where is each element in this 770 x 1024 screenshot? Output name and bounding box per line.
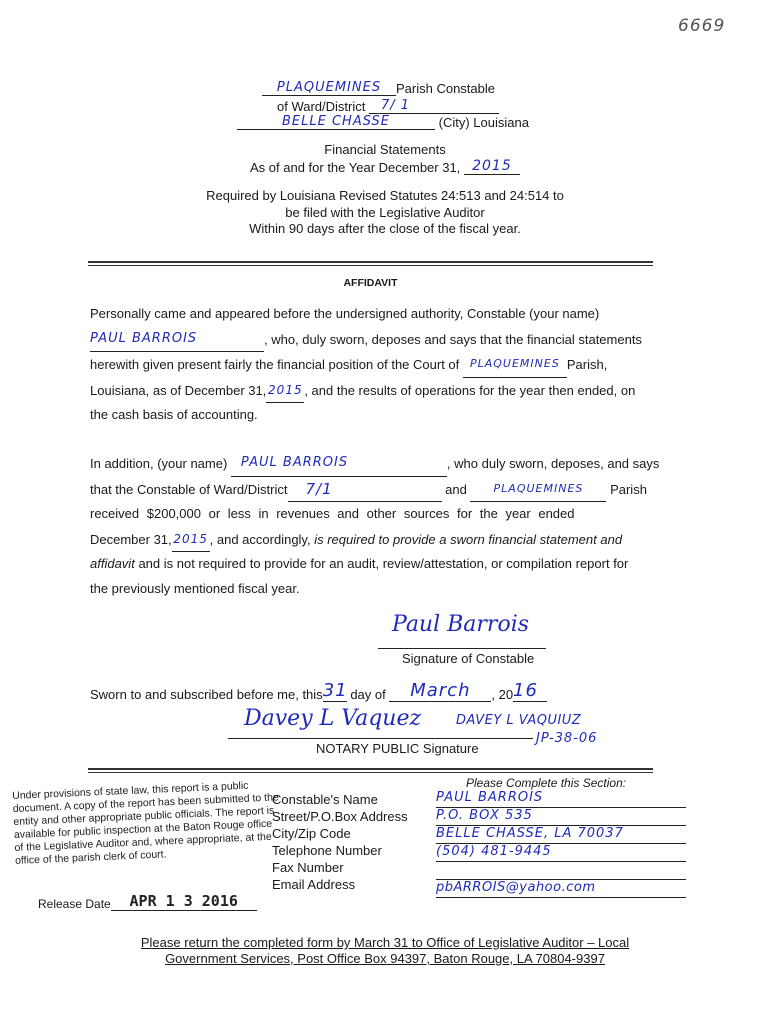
fs-title: Financial Statements (324, 142, 446, 157)
required-line-1: Required by Louisiana Revised Statutes 24:513 and 24:514 to (206, 188, 564, 203)
contact-values (436, 790, 686, 898)
ward-field: 7/ 1 (369, 98, 499, 114)
ward-label: of Ward/District (277, 99, 366, 114)
divider-bottom (88, 768, 653, 770)
affidavit-paragraph-2: In addition, (your name) PAUL BARROIS , who duly sworn, deposes, and says that the Constable of Ward/District 7/1 and PLAQUEMINES Parish received $200,000 or less in revenues and other sources for the year ended December 31, 2015 , and accordingly, is required to provide a sworn financial statement and affidavit and is not required to provide for an audit, review/attestation, or compilation report for the previously mentioned fiscal year. (90, 451, 680, 601)
sworn-year-field: 16 (513, 680, 547, 702)
notary-signature: Davey L Vaquez (244, 706, 422, 731)
sworn-month-field: March (389, 680, 491, 702)
header-ward-line (277, 98, 499, 114)
value-email: pbARROIS@yahoo.com (436, 880, 686, 898)
label-constable-name: Constable's Name (272, 792, 378, 807)
statement-year-field: 2015 (266, 378, 304, 404)
city-field: BELLE CHASSE (237, 114, 435, 130)
value-constable-name: PAUL BARROIS (436, 790, 686, 808)
release-date-stamp: APR 1 3 2016 (111, 892, 257, 911)
constable-name-field: PAUL BARROIS (90, 327, 264, 353)
header-parish-line (262, 80, 495, 96)
label-telephone: Telephone Number (272, 843, 382, 858)
release-date-row: Release Date APR 1 3 2016 (38, 892, 257, 911)
affidavit-title: AFFIDAVIT (343, 277, 398, 289)
notary-id: JP-38-06 (536, 731, 598, 746)
addition-year-field: 2015 (172, 527, 210, 553)
court-parish-field: PLAQUEMINES (463, 352, 567, 378)
label-email: Email Address (272, 877, 356, 892)
contact-section-title: Please Complete this Section: (466, 776, 627, 790)
notary-signature-label: NOTARY PUBLIC Signature (316, 741, 479, 756)
addition-name-field: PAUL BARROIS (231, 451, 447, 477)
addition-ward-field: 7/1 (288, 477, 442, 503)
parish-field: PLAQUEMINES (262, 80, 396, 96)
notary-signature-line (228, 738, 533, 739)
footer-line-1: Please return the completed form by March 31 to Office of Legislative Auditor – Local (140, 935, 630, 950)
document-number: 6669 (678, 16, 726, 36)
value-telephone: (504) 481-9445 (436, 844, 686, 862)
constable-signature-line (378, 648, 546, 649)
city-label: (City) Louisiana (438, 115, 529, 130)
sworn-day-field: 31 (322, 680, 348, 701)
contact-labels (272, 791, 408, 893)
divider-top (88, 261, 653, 263)
divider-bottom-2 (88, 772, 653, 773)
release-notice: Under provisions of state law, this report is a public document. A copy of the report has been submitted to the entity and other appropriate public officials. The report is available for public inspection at the Baton Rouge office of the Legislative Auditor and, where appropriate, at the office of the parish clerk of court. (12, 779, 280, 867)
constable-signature: Paul Barrois (392, 612, 530, 637)
sworn-line: Sworn to and subscribed before me, this31 day of March , 2016 (90, 680, 547, 702)
required-line-2: be filed with the Legislative Auditor (285, 205, 485, 220)
label-fax: Fax Number (272, 860, 344, 875)
footer-line-2: Government Services, Post Office Box 94397, Baton Rouge, LA 70804-9397 (165, 951, 605, 966)
label-street-address: Street/P.O.Box Address (272, 809, 408, 824)
required-line-3: Within 90 days after the close of the fiscal year. (249, 221, 521, 236)
addition-parish-field: PLAQUEMINES (470, 477, 606, 503)
value-fax (436, 862, 686, 880)
affidavit-paragraph-1: Personally came and appeared before the undersigned authority, Constable (your name) PAUL BARROIS , who, duly sworn, deposes and says that the financial statements herewith given present fairly the financial position of the Court of PLAQUEMINES Parish, Louisiana, as of December 31, 2015 , and the results of operations for the year then ended, on the cash basis of accounting. (90, 306, 642, 422)
value-city-zip: BELLE CHASSE, LA 70037 (436, 826, 686, 844)
year-field: 2015 (464, 158, 520, 175)
parish-constable-label: Parish Constable (396, 81, 495, 96)
value-street-address: P.O. BOX 535 (436, 808, 686, 826)
year-line (250, 158, 520, 175)
constable-signature-label: Signature of Constable (402, 651, 535, 666)
label-city-zip: City/Zip Code (272, 826, 351, 841)
notary-printed-name: DAVEY L VAQUIUZ (456, 713, 582, 728)
year-line-label: As of and for the Year December 31, (250, 160, 461, 175)
divider-top-2 (88, 265, 653, 266)
header-city-line (237, 114, 529, 130)
